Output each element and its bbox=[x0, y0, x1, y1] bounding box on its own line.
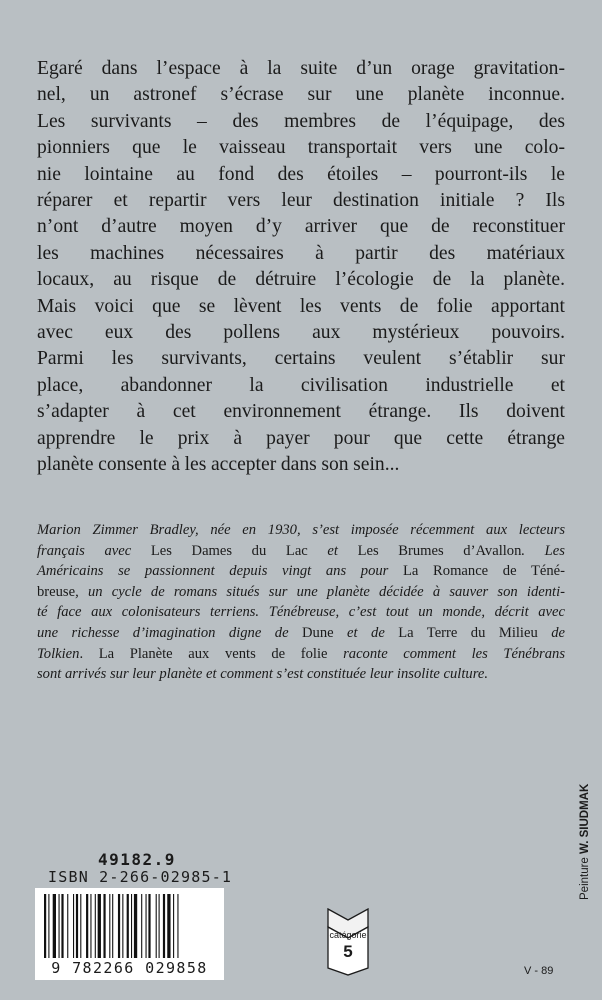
category-label: catégorie bbox=[329, 930, 367, 940]
bio-text: , un cycle de romans situés sur une planète décidée à sauver son identi- bbox=[75, 583, 565, 600]
barcode bbox=[35, 888, 224, 980]
bio-line bbox=[37, 644, 565, 665]
bio-text: Tolkien bbox=[37, 645, 80, 662]
bio-line bbox=[37, 602, 565, 623]
catalog-code: 49182.9 bbox=[98, 850, 176, 869]
bio-text: . Les bbox=[521, 542, 565, 559]
book-title: Dune bbox=[301, 624, 334, 641]
book-title: La Romance de Téné- bbox=[403, 563, 565, 580]
bio-text: français avec bbox=[37, 542, 151, 559]
blurb-line: les machines nécessaires à partir des matériaux bbox=[37, 242, 565, 264]
series-code: V - 89 bbox=[524, 965, 554, 977]
book-title: La Terre du Milieu bbox=[398, 624, 538, 641]
blurb bbox=[37, 56, 565, 479]
bio-line bbox=[37, 561, 565, 582]
bio-text: et bbox=[307, 542, 358, 559]
blurb-line: locaux, au risque de détruire l’écologie de la planète. bbox=[37, 269, 565, 291]
bio-text: de bbox=[537, 624, 565, 641]
bio-text: Marion Zimmer Bradley, née en 1930, s’est imposée récemment aux lecteurs bbox=[37, 522, 565, 538]
book-title: La Planète aux vents de folie bbox=[98, 645, 328, 662]
credit-name: W. SIUDMAK bbox=[579, 783, 591, 854]
blurb-line: pionniers que le vaisseau transportait vers une colo- bbox=[37, 137, 565, 159]
bio-line bbox=[37, 520, 565, 541]
book-title: Les Dames du Lac bbox=[150, 542, 308, 559]
bio-text: sont arrivés sur leur planète et comment s’est constituée leur insolite culture. bbox=[37, 666, 488, 683]
blurb-line: place, abandonner la civilisation industrielle et bbox=[37, 374, 565, 396]
bio-text: raconte comment les Ténébrans bbox=[327, 645, 566, 662]
bio-text: té face aux colonisateurs terriens. Ténébreuse, c’est tout un monde, décrit avec bbox=[37, 604, 565, 621]
bio-line bbox=[37, 664, 565, 685]
book-title: breuse bbox=[37, 583, 76, 600]
blurb-line: avec eux des pollens aux mystérieux pouvoirs. bbox=[37, 322, 565, 344]
credit-prefix: Peinture bbox=[579, 853, 591, 900]
bio-text: et de bbox=[333, 624, 399, 641]
blurb-line: Mais voici que se lèvent les vents de folie apportant bbox=[37, 295, 565, 317]
book-title: Les Brumes d’Avallon bbox=[357, 542, 522, 559]
category-badge bbox=[327, 908, 369, 976]
illustration-credit bbox=[579, 784, 591, 900]
blurb-line: n’ont d’autre moyen d’y arriver que de reconstituer bbox=[37, 216, 565, 238]
bio-line bbox=[37, 582, 565, 603]
blurb-line: Les survivants – des membres de l’équipage, des bbox=[37, 110, 565, 132]
bio-text: . bbox=[79, 645, 99, 662]
bio-text: Américains se passionnent depuis vingt ans pour bbox=[37, 563, 403, 580]
bio-line bbox=[37, 623, 565, 644]
barcode-digits: 9 782266 029858 bbox=[51, 959, 208, 977]
blurb-line: apprendre le prix à payer pour que cette étrange bbox=[37, 427, 565, 449]
isbn: ISBN 2-266-02985-1 bbox=[48, 868, 233, 886]
blurb-line: Parmi les survivants, certains veulent s’établir sur bbox=[37, 348, 565, 370]
bio-line bbox=[37, 541, 565, 562]
category-number: 5 bbox=[343, 942, 353, 961]
author-bio bbox=[37, 520, 565, 685]
blurb-line: planète consente à les accepter dans son sein... bbox=[37, 454, 400, 476]
blurb-line: Egaré dans l’espace à la suite d’un orage gravitation- bbox=[37, 58, 565, 79]
blurb-line: nel, un astronef s’écrase sur une planète inconnue. bbox=[37, 84, 565, 106]
blurb-line: s’adapter à cet environnement étrange. Ils doivent bbox=[37, 401, 565, 423]
barcode-bars bbox=[44, 894, 216, 958]
blurb-line: nie lointaine au fond des étoiles – pourront-ils le bbox=[37, 163, 565, 185]
blurb-line: réparer et repartir vers leur destination initiale ? Ils bbox=[37, 190, 565, 212]
bio-text: une richesse d’imagination digne de bbox=[37, 624, 302, 641]
